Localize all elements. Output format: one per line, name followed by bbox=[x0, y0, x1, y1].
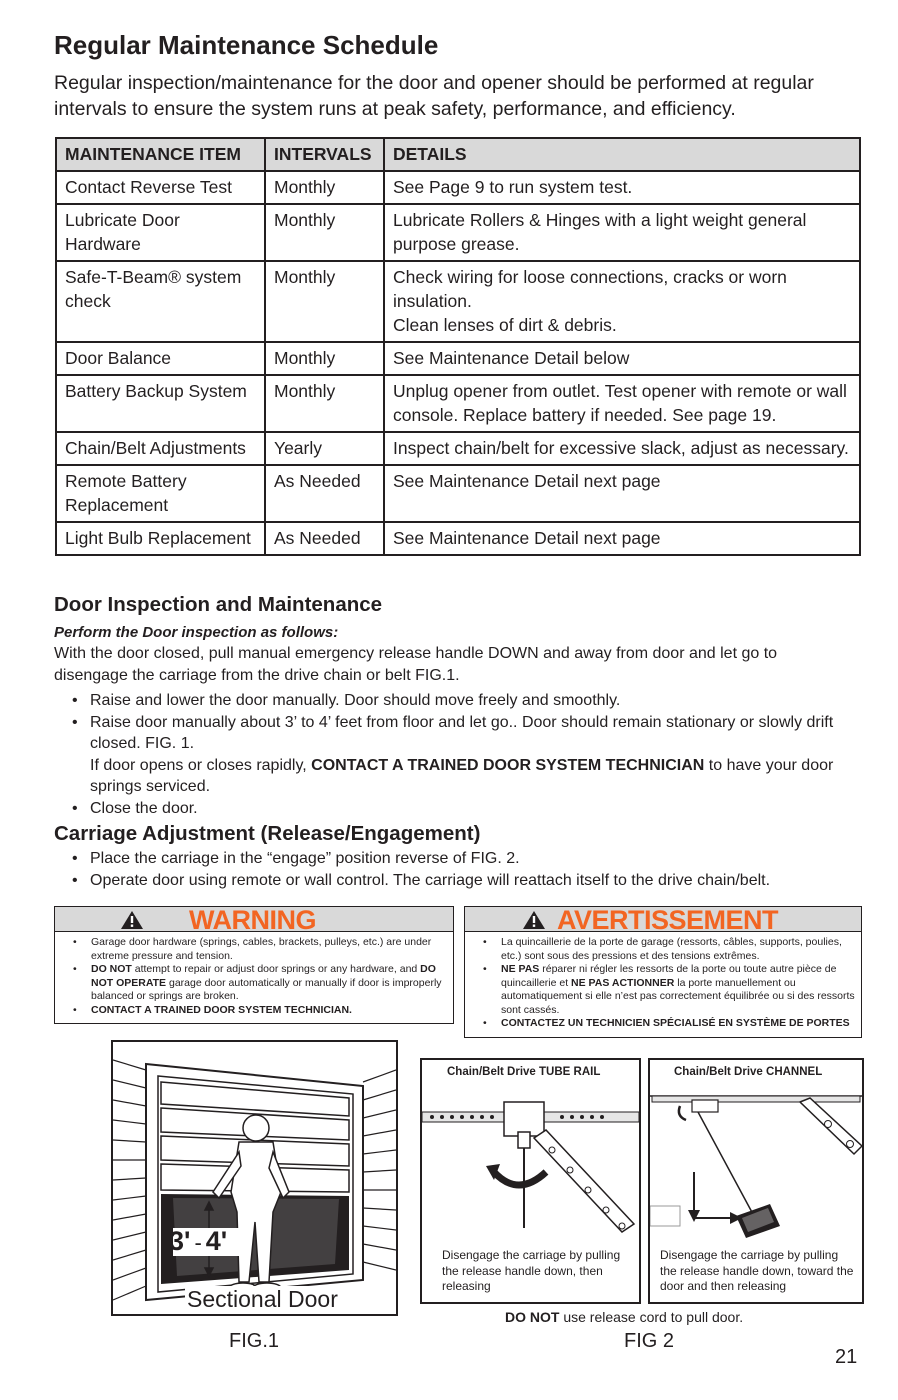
cell-interval: Yearly bbox=[265, 432, 384, 465]
cell-item: Contact Reverse Test bbox=[56, 171, 265, 204]
column-header-intervals: INTERVALS bbox=[265, 138, 384, 171]
tube-rail-caption: Disengage the carriage by pulling the release handle down, then releasing bbox=[442, 1248, 621, 1293]
table-row bbox=[56, 432, 860, 465]
channel-caption: Disengage the carriage by pulling the release handle down, toward the door and then releasing bbox=[660, 1248, 854, 1293]
list-item: • Raise and lower the door manually. Door should move freely and smoothly. bbox=[72, 692, 621, 709]
cell-details: Inspect chain/belt for excessive slack, adjust as necessary. bbox=[384, 432, 860, 465]
table-row bbox=[56, 171, 860, 204]
warning-title: WARNING bbox=[189, 905, 316, 935]
table-row bbox=[56, 375, 860, 432]
fig1-illustration bbox=[111, 1040, 398, 1316]
list-item: • La quincaillerie de la porte de garage (ressorts, câbles, supports, poulies, etc.) sont sous des pressions et des tensions extrêmes. bbox=[483, 936, 842, 962]
cell-item: Light Bulb Replacement bbox=[56, 522, 265, 555]
cell-interval: As Needed bbox=[265, 465, 384, 522]
tube-rail-title: Chain/Belt Drive TUBE RAIL bbox=[447, 1066, 601, 1078]
cell-item: Door Balance bbox=[56, 342, 265, 375]
garage-door-illustration bbox=[113, 1042, 396, 1314]
table-row bbox=[56, 204, 860, 261]
cell-details: Unplug opener from outlet. Test opener with remote or wall console. Replace battery if needed. See page 19. bbox=[384, 375, 860, 432]
carriage-steps bbox=[54, 848, 854, 891]
cell-item: Battery Backup System bbox=[56, 375, 265, 432]
cell-details bbox=[384, 261, 860, 342]
details-line: Clean lenses of dirt & debris. bbox=[393, 315, 617, 335]
channel-title: Chain/Belt Drive CHANNEL bbox=[674, 1066, 823, 1078]
cell-item: Chain/Belt Adjustments bbox=[56, 432, 265, 465]
cell-item: Remote Battery Replacement bbox=[56, 465, 265, 522]
cell-interval: Monthly bbox=[265, 375, 384, 432]
list-item: • Close the door. bbox=[72, 799, 198, 817]
warning-list bbox=[55, 936, 447, 1017]
maintenance-schedule-table bbox=[55, 137, 861, 556]
warning-title: AVERTISSEMENT bbox=[557, 905, 779, 935]
cell-interval: As Needed bbox=[265, 522, 384, 555]
table-row bbox=[56, 465, 860, 522]
column-header-item: MAINTENANCE ITEM bbox=[56, 138, 265, 171]
door-label: Sectional Door bbox=[187, 1286, 338, 1312]
inspection-heading: Door Inspection and Maintenance bbox=[54, 593, 383, 616]
cell-details: See Page 9 to run system test. bbox=[384, 171, 860, 204]
details-line: Check wiring for loose connections, cracks or worn insulation. bbox=[393, 267, 787, 311]
tube-rail-illustration bbox=[422, 1086, 639, 1246]
cell-details: See Maintenance Detail next page bbox=[384, 465, 860, 522]
table-header-row bbox=[56, 138, 860, 171]
release-cord-note: DO NOT use release cord to pull door. bbox=[505, 1309, 744, 1325]
fig2-tube-rail-panel bbox=[420, 1058, 641, 1304]
cell-item: Lubricate Door Hardware bbox=[56, 204, 265, 261]
fig1-caption: FIG.1 bbox=[229, 1330, 280, 1352]
column-header-details: DETAILS bbox=[384, 138, 860, 171]
inspection-subheading: Perform the Door inspection as follows: bbox=[54, 624, 339, 641]
warning-triangle-icon bbox=[121, 911, 143, 929]
list-item: • Operate door using remote or wall control. The carriage will reattach itself to the drive chain/belt. bbox=[72, 871, 771, 889]
page-number: 21 bbox=[835, 1346, 858, 1368]
table-row bbox=[56, 261, 860, 342]
inspection-steps bbox=[54, 690, 854, 819]
intro-paragraph: Regular inspection/maintenance for the door and opener should be performed at regular intervals to ensure the system runs at peak safety, performance, and efficiency. bbox=[54, 72, 814, 120]
fig2-caption: FIG 2 bbox=[624, 1330, 675, 1352]
cell-interval: Monthly bbox=[265, 342, 384, 375]
cell-interval: Monthly bbox=[265, 171, 384, 204]
table-row bbox=[56, 522, 860, 555]
list-item: • Raise door manually about 3’ to 4’ feet from floor and let go.. Door should remain stationary or slowly drift closed. FIG. 1. If door opens or closes rapidly, CONTACT A TRAINED DOOR SYSTEM TECHNICIAN to have your door springs serviced. bbox=[72, 713, 834, 795]
warning-box-en bbox=[54, 906, 454, 1024]
cell-item: Safe-T-Beam® system check bbox=[56, 261, 265, 342]
list-item: • Place the carriage in the “engage” position reverse of FIG. 2. bbox=[72, 850, 520, 867]
cell-details: Lubricate Rollers & Hinges with a light weight general purpose grease. bbox=[384, 204, 860, 261]
cell-interval: Monthly bbox=[265, 261, 384, 342]
list-item: • CONTACTEZ UN TECHNICIEN SPÉCIALISÉ EN SYSTÈME DE PORTES bbox=[483, 1017, 850, 1029]
cell-details: See Maintenance Detail below bbox=[384, 342, 860, 375]
warning-box-fr bbox=[464, 906, 862, 1038]
list-item: • CONTACT A TRAINED DOOR SYSTEM TECHNICIAN. bbox=[73, 1003, 352, 1016]
list-item: • NE PAS réparer ni régler les ressorts de la porte ou toute autre pièce de quincaillerie et NE PAS ACTIONNER la porte manuellement ou automatiquement si elle n’est pas correctement équilibrée ou si des ressorts sont cassés. bbox=[483, 963, 855, 1016]
warning-list bbox=[465, 936, 855, 1031]
carriage-heading: Carriage Adjustment (Release/Engagement) bbox=[54, 822, 481, 845]
channel-illustration bbox=[650, 1086, 862, 1246]
warning-triangle-icon bbox=[523, 911, 545, 929]
cell-details: See Maintenance Detail next page bbox=[384, 522, 860, 555]
list-item: • DO NOT attempt to repair or adjust door springs or any hardware, and DO NOT OPERATE garage door automatically or manually if door is improperly balanced or springs are broken. bbox=[73, 963, 442, 1002]
list-item: • Garage door hardware (springs, cables, brackets, pulleys, etc.) are under extreme pressure and tension. bbox=[73, 936, 432, 962]
cell-interval: Monthly bbox=[265, 204, 384, 261]
fig2-channel-panel bbox=[648, 1058, 864, 1304]
inspection-intro: With the door closed, pull manual emergency release handle DOWN and away from door and let go to disengage the carriage from the drive chain or belt FIG.1. bbox=[54, 645, 778, 684]
table-row bbox=[56, 342, 860, 375]
height-label: 3' - 4' bbox=[169, 1226, 228, 1256]
page-title: Regular Maintenance Schedule bbox=[54, 30, 439, 60]
